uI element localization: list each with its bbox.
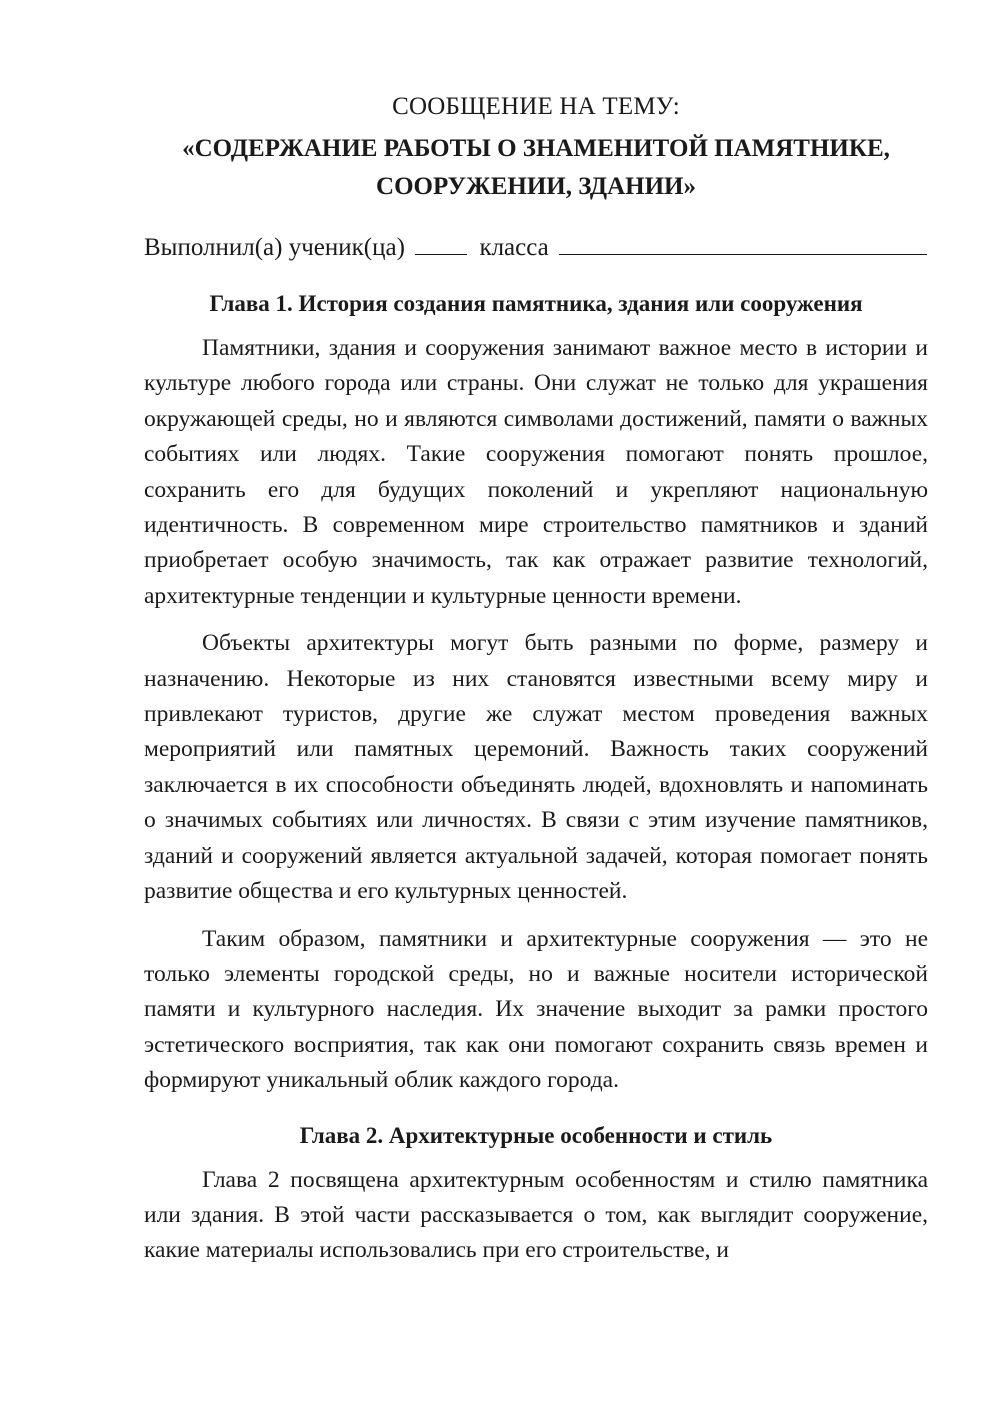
author-line — [144, 228, 928, 267]
chapter-1 — [144, 287, 928, 1099]
document-topic-title — [144, 130, 928, 206]
chapter-2-paragraph-1: Глава 2 посвящена архитектурным особенностям и стилю памятника или здания. В этой части рассказывается о том, как выглядит сооружение, какие материалы использовались при его строительстве, и — [144, 1166, 928, 1264]
chapter-1-title: Глава 1. История создания памятника, здания или сооружения — [209, 291, 863, 316]
class-label: класса — [479, 234, 549, 261]
topic-line-2: СООРУЖЕНИИ, ЗДАНИИ» — [376, 173, 696, 200]
author-name-blank — [559, 228, 927, 255]
document-page — [144, 88, 928, 1281]
chapter-1-paragraph-2: Объекты архитектуры могут быть разными по форме, размеру и назначению. Некоторые из них становятся известными всему миру и привлекают туристов, другие же служат местом проведения важных мероприятий или памятных церемоний. Важность таких сооружений заключается в их способности объединять людей, вдохновлять и напоминать о значимых событиях или личностях. В связи с этим изучение памятников, зданий и сооружений является актуальной задачей, которая помогает понять развитие общества и его культурных ценностей. — [144, 630, 928, 905]
class-number-blank — [415, 228, 467, 255]
chapter-1-paragraph-3: Таким образом, памятники и архитектурные сооружения — это не только элементы городской среды, но и важные носители исторической памяти и культурного наследия. Их значение выходит за рамки простого эстетического восприятия, так как они помогают сохранить связь времен и формируют уникальный облик каждого города. — [144, 925, 928, 1094]
chapter-2-title: Глава 2. Архитектурные особенности и стиль — [299, 1122, 773, 1148]
author-label: Выполнил(а) ученик(ца) — [144, 234, 405, 261]
chapter-1-paragraph-1: Памятники, здания и сооружения занимают важное место в истории и культуре любого города или страны. Они служат не только для украшения окружающей среды, но и являются символами достижений, памяти о важных событиях или людях. Такие сооружения помогают понять прошлое, сохранить его для будущих поколений и укрепляют национальную идентичность. В современном мире строительство памятников и зданий приобретает особую значимость, так как отражает развитие технологий, архитектурные тенденции и культурные ценности времени. — [144, 335, 928, 609]
topic-line-1: «СОДЕРЖАНИЕ РАБОТЫ О ЗНАМЕНИТОЙ ПАМЯТНИКЕ, — [182, 135, 890, 162]
document-type-heading: СООБЩЕНИЕ НА ТЕМУ: — [392, 93, 680, 120]
chapter-2 — [144, 1119, 928, 1269]
